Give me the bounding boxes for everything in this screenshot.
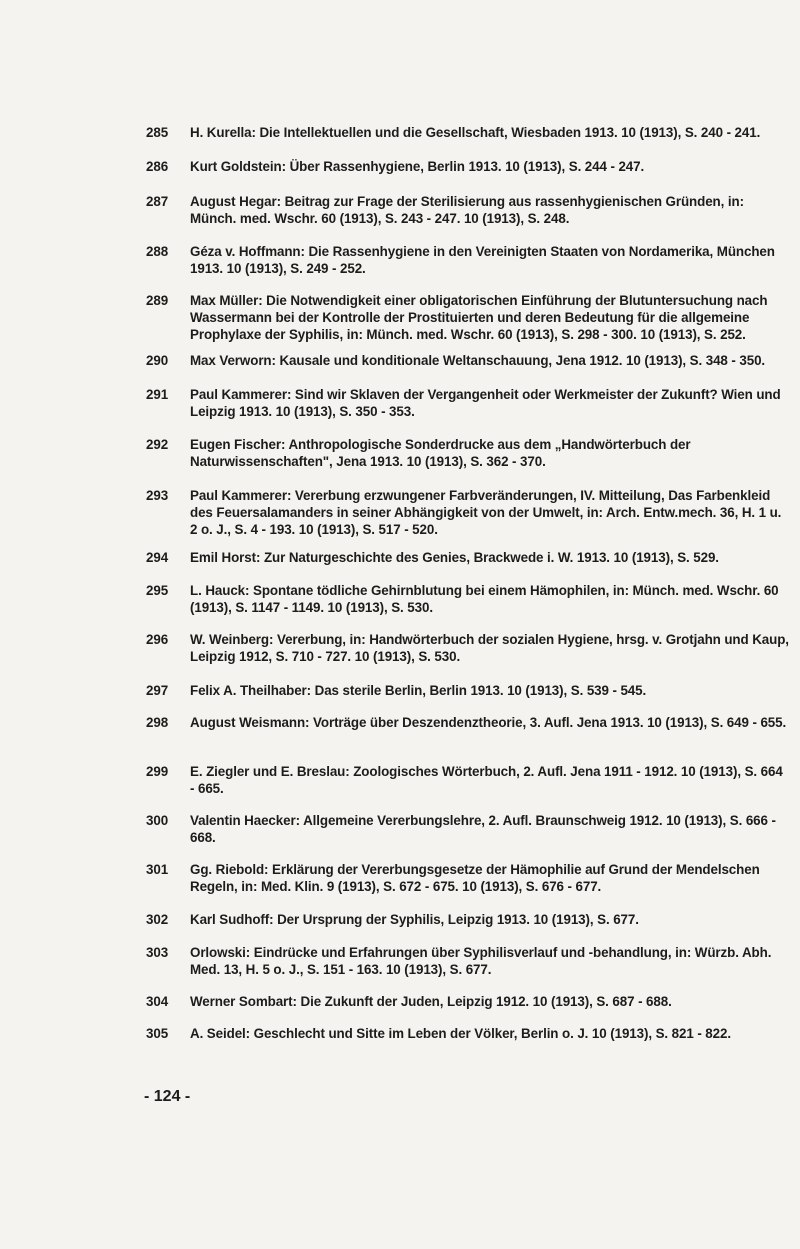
entry-text: Karl Sudhoff: Der Ursprung der Syphilis, Leipzig 1913. 10 (1913), S. 677. xyxy=(190,912,639,927)
entry-number: 285 xyxy=(146,125,169,140)
entry-number: 305 xyxy=(146,1026,169,1041)
entry-number: 292 xyxy=(146,437,169,452)
entry-text: Werner Sombart: Die Zukunft der Juden, Leipzig 1912. 10 (1913), S. 687 - 688. xyxy=(190,994,672,1009)
entry-number: 295 xyxy=(146,583,169,598)
entry-number: 299 xyxy=(146,764,169,779)
entry-number: 289 xyxy=(146,293,169,308)
entry-number: 294 xyxy=(146,550,169,565)
entry-text: Orlowski: Eindrücke und Erfahrungen über Syphilisverlauf und -behandlung, in: Würzb. Abh. Med. 13, H. 5 o. J., S. 151 - 163. 10 (1913), S. 677. xyxy=(190,945,772,977)
entry-number: 300 xyxy=(146,813,169,828)
entry-text: Emil Horst: Zur Naturgeschichte des Genies, Brackwede i. W. 1913. 10 (1913), S. 529. xyxy=(190,550,719,565)
entry-number: 301 xyxy=(146,862,169,877)
entry-text: Kurt Goldstein: Über Rassenhygiene, Berlin 1913. 10 (1913), S. 244 - 247. xyxy=(190,159,645,174)
entry-number: 291 xyxy=(146,387,169,402)
entry-text: A. Seidel: Geschlecht und Sitte im Leben der Völker, Berlin o. J. 10 (1913), S. 821 - 822. xyxy=(190,1026,731,1041)
entry-text: Eugen Fischer: Anthropologische Sonderdrucke aus dem „Handwörterbuch der Naturwissenschaften", Jena 1913. 10 (1913), S. 362 - 370. xyxy=(190,437,691,469)
entry-text: L. Hauck: Spontane tödliche Gehirnblutung bei einem Hämophilen, in: Münch. med. Wschr. 60 (1913), S. 1147 - 1149. 10 (1913), S. 530. xyxy=(190,583,779,615)
entry-text: W. Weinberg: Vererbung, in: Handwörterbuch der sozialen Hygiene, hrsg. v. Grotjahn und Kaup, Leipzig 1912, S. 710 - 727. 10 (1913), S. 530. xyxy=(190,632,789,664)
entry-number: 303 xyxy=(146,945,169,960)
entry-text: Gg. Riebold: Erklärung der Vererbungsgesetze der Hämophilie auf Grund der Mendelschen Regeln, in: Med. Klin. 9 (1913), S. 672 - 675. 10 (1913), S. 676 - 677. xyxy=(190,862,760,894)
entry-text: E. Ziegler und E. Breslau: Zoologisches Wörterbuch, 2. Aufl. Jena 1911 - 1912. 10 (1913), S. 664 - 665. xyxy=(190,764,783,796)
entry-text: Max Verworn: Kausale und konditionale Weltanschauung, Jena 1912. 10 (1913), S. 348 - 350. xyxy=(190,353,766,368)
page-number: - 124 - xyxy=(144,1088,191,1105)
entry-number: 293 xyxy=(146,488,169,503)
entry-text: Max Müller: Die Notwendigkeit einer obligatorischen Einführung der Blutuntersuchung nach Wassermann bei der Kontrolle der Prostituierten und deren Bedeutung für die allgemeine Prophylaxe der Syphilis, in: Münch. med. Wschr. 60 (1913), S. 298 - 300. 10 (1913), S. 252. xyxy=(190,293,768,342)
entry-text: August Hegar: Beitrag zur Frage der Sterilisierung aus rassenhygienischen Gründen, in: Münch. med. Wschr. 60 (1913), S. 243 - 247. 10 (1913), S. 248. xyxy=(190,194,744,226)
entry-number: 302 xyxy=(146,912,169,927)
entry-number: 288 xyxy=(146,244,169,259)
entry-text: Paul Kammerer: Sind wir Sklaven der Vergangenheit oder Werkmeister der Zukunft? Wien und Leipzig 1913. 10 (1913), S. 350 - 353. xyxy=(190,387,781,419)
entry-text: Paul Kammerer: Vererbung erzwungener Farbveränderungen, IV. Mitteilung, Das Farbenkleid des Feuersalamanders in seiner Abhängigkeit von der Umwelt, in: Arch. Entw.mech. 36, H. 1 u. 2 o. J., S. 4 - 193. 10 (1913), S. 517 - 520. xyxy=(190,488,782,537)
entry-text: Géza v. Hoffmann: Die Rassenhygiene in den Vereinigten Staaten von Nordamerika, München 1913. 10 (1913), S. 249 - 252. xyxy=(190,244,775,276)
entry-text: August Weismann: Vorträge über Deszendenztheorie, 3. Aufl. Jena 1913. 10 (1913), S. 649 - 655. xyxy=(190,715,787,730)
entry-number: 290 xyxy=(146,353,169,368)
entry-number: 304 xyxy=(146,994,169,1009)
entry-number: 286 xyxy=(146,159,169,174)
entry-number: 298 xyxy=(146,715,169,730)
entry-text: Valentin Haecker: Allgemeine Vererbungslehre, 2. Aufl. Braunschweig 1912. 10 (1913), S. 666 - 668. xyxy=(190,813,776,845)
entry-number: 296 xyxy=(146,632,169,647)
entry-text: Felix A. Theilhaber: Das sterile Berlin, Berlin 1913. 10 (1913), S. 539 - 545. xyxy=(190,683,647,698)
entry-number: 297 xyxy=(146,683,169,698)
entry-number: 287 xyxy=(146,194,169,209)
entry-text: H. Kurella: Die Intellektuellen und die Gesellschaft, Wiesbaden 1913. 10 (1913), S. 240 - 241. xyxy=(190,125,761,140)
